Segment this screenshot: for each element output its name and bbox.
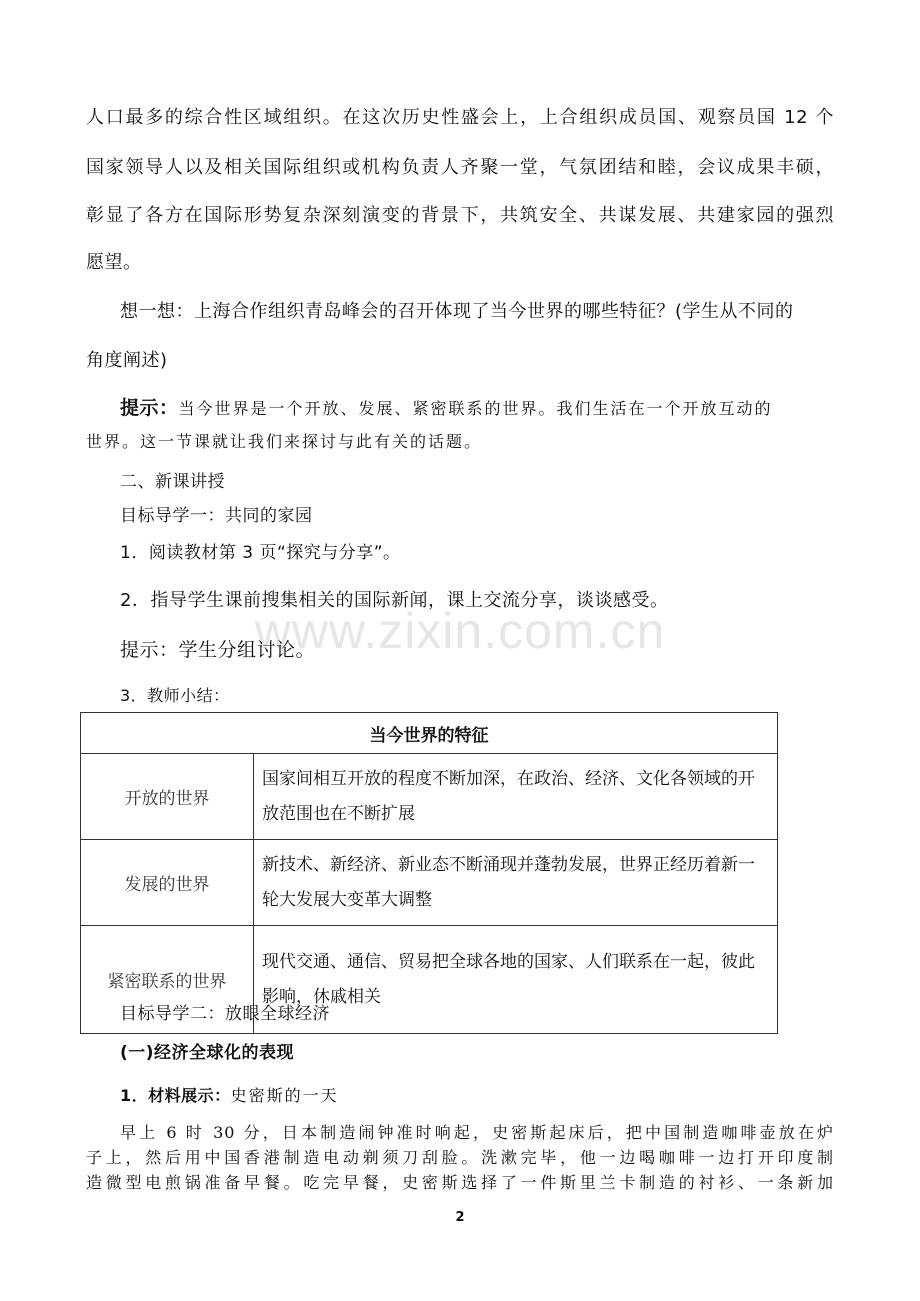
material-heading xyxy=(120,1083,339,1106)
story-line-1: 早上 6 时 30 分，日本制造闹钟准时响起，史密斯起床后，把中国制造咖啡壶放在炉 xyxy=(120,1123,834,1142)
feature-name: 发展的世界 xyxy=(81,840,254,926)
intro-line-2: 国家领导人以及相关国际组织或机构负责人齐聚一堂，气氛团结和睦，会议成果丰硕， xyxy=(86,157,834,178)
table-row xyxy=(81,754,778,840)
intro-line-1: 人口最多的综合性区域组织。在这次历史性盛会上，上合组织成员国、观察员国 12 个 xyxy=(86,107,834,128)
feature-description: 新技术、新经济、新业态不断涌现并蓬勃发展，世界正经历着新一轮大发展大变革大调整 xyxy=(254,840,778,926)
feature-description: 国家间相互开放的程度不断加深，在政治、经济、文化各领域的开放范围也在不断扩展 xyxy=(254,754,778,840)
think-question-line-2: 角度阐述) xyxy=(86,350,168,371)
step-three: 3．教师小结： xyxy=(120,686,230,705)
feature-description: 现代交通、通信、贸易把全球各地的国家、人们联系在一起，彼此影响，休戚相关 xyxy=(254,926,778,1034)
intro-line-3: 彰显了各方在国际形势复杂深刻演变的背景下，共筑安全、共谋发展、共建家园的强烈 xyxy=(86,205,834,226)
table-row xyxy=(81,840,778,926)
feature-name: 紧密联系的世界 xyxy=(81,926,254,1034)
table-title: 当今世界的特征 xyxy=(81,713,778,754)
section-heading: 二、新课讲授 xyxy=(120,472,225,492)
goal-one-heading: 目标导学一：共同的家园 xyxy=(120,506,313,526)
hint-text-line-2: 世界。这一节课就让我们来探讨与此有关的话题。 xyxy=(86,432,483,451)
hint-discussion: 提示：学生分组讨论。 xyxy=(120,639,316,661)
page-number: 2 xyxy=(455,1210,465,1225)
story-line-3: 造微型电煎锅准备早餐。吃完早餐，史密斯选择了一件斯里兰卡制造的衬衫、一条新加 xyxy=(86,1173,834,1192)
step-one: 1．阅读教材第 3 页“探究与分享”。 xyxy=(120,543,401,563)
intro-line-4: 愿望。 xyxy=(86,252,142,273)
subsection-heading: (一)经济全球化的表现 xyxy=(120,1043,295,1063)
material-label: 1．材料展示： xyxy=(120,1086,231,1105)
feature-name: 开放的世界 xyxy=(81,754,254,840)
goal-two-heading: 目标导学二：放眼全球经济 xyxy=(120,1004,330,1024)
hint-text-line-1: 当今世界是一个开放、发展、紧密联系的世界。我们生活在一个开放互动的 xyxy=(178,399,773,418)
hint-paragraph xyxy=(120,393,773,420)
watermark: www.zixin.com.cn xyxy=(254,603,666,659)
material-title: 史密斯的一天 xyxy=(230,1086,339,1105)
think-question-line-1: 想一想：上海合作组织青岛峰会的召开体现了当今世界的哪些特征？(学生从不同的 xyxy=(120,301,794,322)
hint-label: 提示： xyxy=(120,397,179,419)
step-two: 2．指导学生课前搜集相关的国际新闻，课上交流分享，谈谈感受。 xyxy=(120,590,669,611)
story-line-2: 子上，然后用中国香港制造电动剃须刀刮脸。洗漱完毕，他一边喝咖啡一边打开印度制 xyxy=(86,1148,834,1167)
world-features-table xyxy=(80,712,778,1034)
